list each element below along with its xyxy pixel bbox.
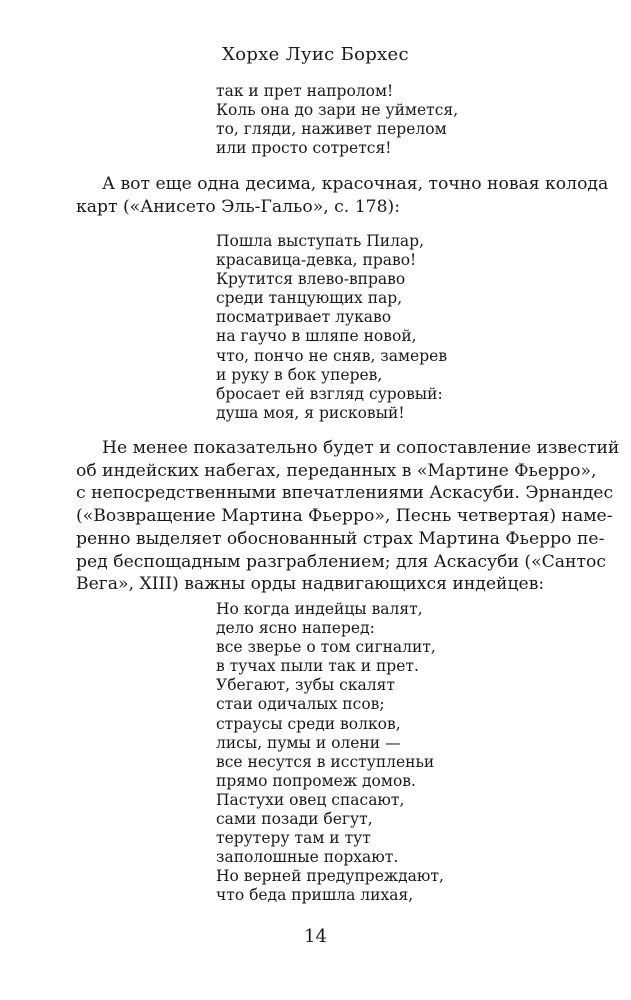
paragraph-line: А вот еще одна десима, красочная, точно новая колода [102, 174, 609, 194]
verse-block-3 [216, 600, 444, 906]
verse-line: Но когда индейцы валят, [216, 600, 423, 618]
paragraph-line: Вега», XIII) важны орды надвигающихся индейцев: [76, 574, 545, 595]
paragraph-line: ренно выделяет обоснованный страх Мартина Фьерро пе- [76, 528, 605, 549]
paragraph-1 [76, 173, 609, 218]
verse-line: все зверье о том сигналит, [216, 638, 436, 657]
verse-line: Коль она до зари не уймется, [216, 101, 459, 120]
page-number: 14 [304, 926, 327, 947]
verse-line: красавица-девка, право! [216, 251, 417, 270]
verse-line: прямо попромеж домов. [216, 771, 416, 790]
verse-line: Пошла выступать Пилар, [216, 232, 425, 250]
verse-block-1 [216, 82, 458, 158]
paragraph-line: («Возвращение Мартина Фьерро», Песнь четвертая) наме- [76, 506, 613, 527]
verse-line: Убегают, зубы скалят [216, 676, 395, 695]
verse-line: лисы, пумы и олени — [216, 733, 401, 752]
verse-line: терутеру там и тут [216, 829, 371, 848]
paragraph-line: об индейских набегах, переданных в «Мартине Фьерро», [76, 460, 597, 481]
verse-line: посматривает лукаво [216, 308, 392, 327]
verse-line: или просто сотрется! [216, 139, 392, 158]
paragraph-2 [76, 437, 620, 596]
verse-line: стаи одичалых псов; [216, 695, 385, 714]
verse-block-2 [216, 232, 447, 423]
verse-line: бросает ей взгляд суровый: [216, 384, 443, 403]
verse-line: так и прет напролом! [216, 82, 394, 100]
verse-line: что, пончо не сняв, замерев [216, 346, 448, 365]
verse-line: страусы среди волков, [216, 714, 401, 733]
verse-line: все несутся в исступленьи [216, 752, 435, 771]
verse-line: заполошные порхают. [216, 848, 399, 867]
paragraph-line: Не менее показательно будет и сопоставление известий [102, 438, 620, 458]
verse-line: дело ясно наперед: [216, 619, 375, 638]
verse-line: на гаучо в шляпе новой, [216, 327, 417, 346]
running-head: Хорхе Луис Борхес [222, 44, 409, 65]
verse-line: Пастухи овец спасают, [216, 790, 405, 809]
paragraph-line: с непосредственными впечатлениями Аскасуби. Эрнандес [76, 483, 614, 504]
verse-line: Но верней предупреждают, [216, 867, 444, 886]
verse-line: и руку в бок уперев, [216, 365, 383, 384]
verse-line: в тучах пыли так и прет. [216, 657, 419, 676]
verse-line: Крутится влево-вправо [216, 270, 406, 289]
verse-line: сами позади бегут, [216, 810, 373, 829]
paragraph-line: ред беспощадным разграблением; для Аскасуби («Сантос [76, 551, 606, 572]
verse-line: что беда пришла лихая, [216, 886, 414, 905]
verse-line: среди танцующих пар, [216, 289, 403, 308]
paragraph-line: карт («Анисето Эль-Гальо», с. 178): [76, 196, 401, 217]
verse-line: то, гляди, наживет перелом [216, 120, 447, 139]
verse-line: душа моя, я рисковый! [216, 403, 405, 422]
